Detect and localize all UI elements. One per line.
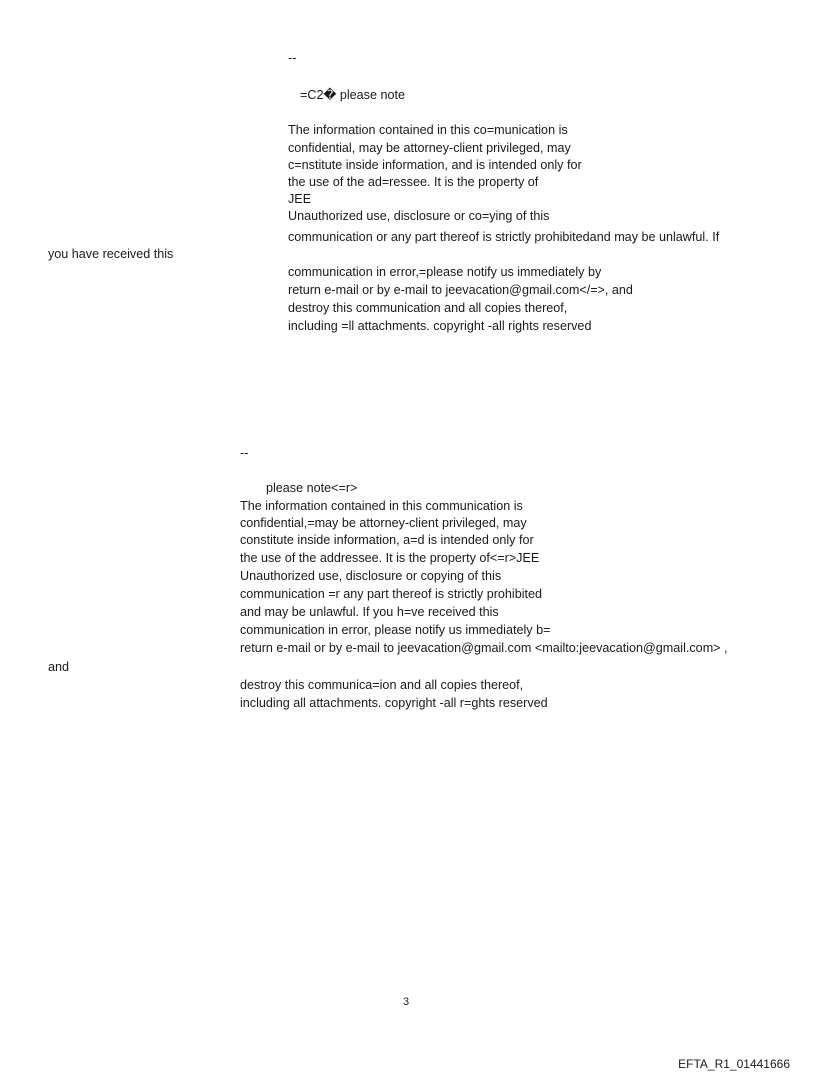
- notice-line: c=nstitute inside information, and is intended only for: [288, 158, 582, 172]
- wrapped-line: and: [48, 660, 70, 674]
- notice-line: the use of the ad=ressee. It is the property of: [288, 175, 539, 189]
- note-heading-1: =C2� please note: [300, 88, 405, 102]
- notice-line: communication in error,=please notify us immediately by: [288, 265, 602, 279]
- note-heading-2: please note<=r>: [266, 481, 358, 495]
- notice-line: constitute inside information, a=d is intended only for: [240, 533, 534, 547]
- notice-line: confidential,=may be attorney-client privileged, may: [240, 516, 527, 530]
- notice-line: including all attachments. copyright -all r=ghts reserved: [240, 696, 548, 710]
- notice-line: The information contained in this communication is: [240, 499, 523, 513]
- document-id: EFTA_R1_01441666: [678, 1057, 790, 1071]
- notice-line: communication or any part thereof is strictly prohibitedand may be unlawful. If: [288, 230, 720, 244]
- notice-line: destroy this communica=ion and all copies thereof,: [240, 678, 524, 692]
- separator-2: --: [240, 446, 249, 460]
- notice-line: return e-mail or by e-mail to jeevacation@gmail.com</=>, and: [288, 283, 633, 297]
- notice-line: communication in error, please notify us immediately b=: [240, 623, 551, 637]
- notice-line: The information contained in this co=munication is: [288, 123, 568, 137]
- notice-line: confidential, may be attorney-client privileged, may: [288, 141, 571, 155]
- page-number: 3: [403, 996, 410, 1008]
- notice-line: and may be unlawful. If you h=ve received this: [240, 605, 499, 619]
- notice-line: Unauthorized use, disclosure or co=ying of this: [288, 209, 550, 223]
- separator-1: --: [288, 51, 297, 65]
- notice-line: communication =r any part thereof is strictly prohibited: [240, 587, 543, 601]
- notice-line: the use of the addressee. It is the property of<=r>JEE: [240, 551, 540, 565]
- notice-line: Unauthorized use, disclosure or copying of this: [240, 569, 502, 583]
- notice-line: JEE: [288, 192, 312, 206]
- notice-line: return e-mail or by e-mail to jeevacation@gmail.com <mailto:jeevacation@gmail.com> ,: [240, 641, 728, 655]
- wrapped-line: you have received this: [48, 247, 174, 261]
- notice-line: including =ll attachments. copyright -all rights reserved: [288, 319, 592, 333]
- notice-line: destroy this communication and all copies thereof,: [288, 301, 568, 315]
